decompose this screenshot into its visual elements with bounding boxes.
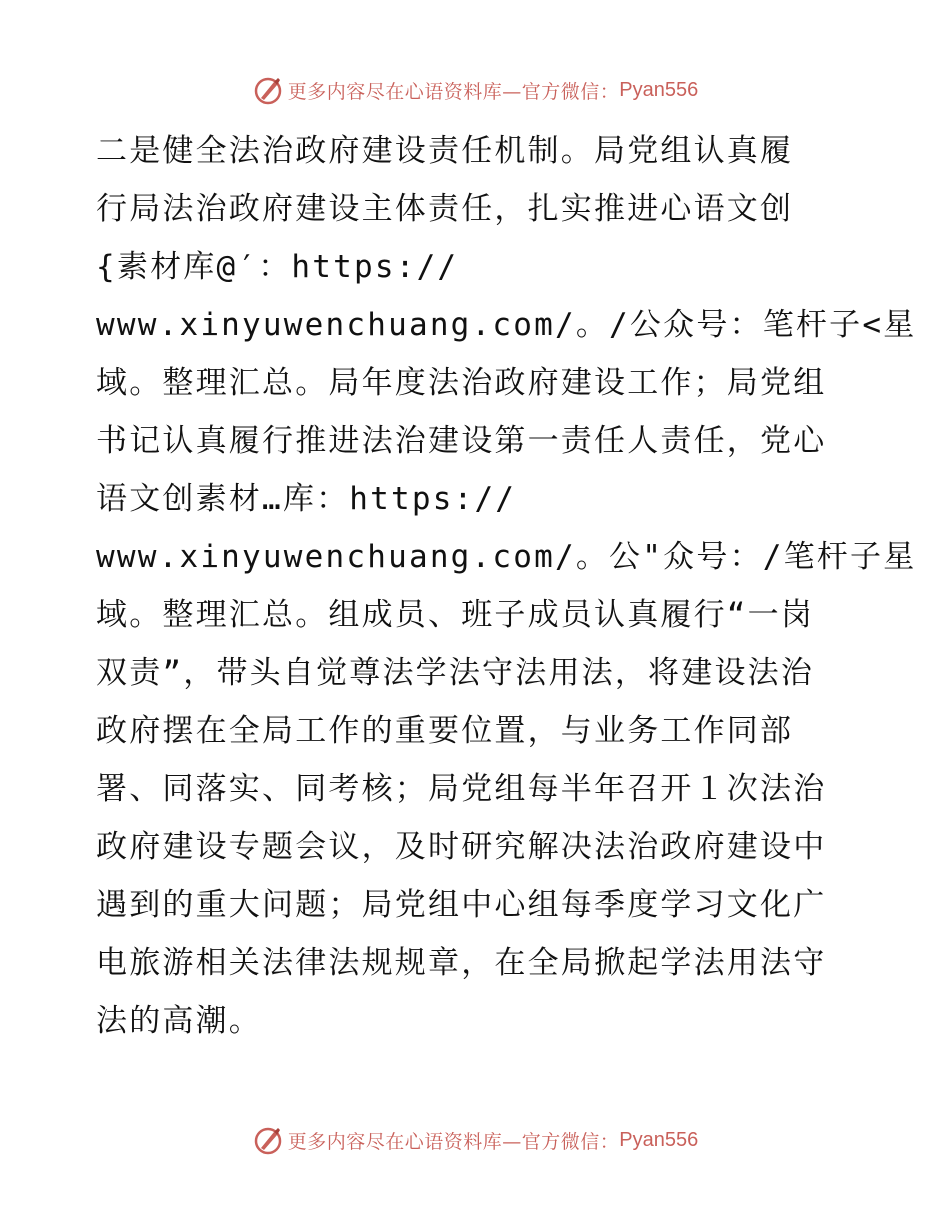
text-line: 署、同落实、同考核；局党组每半年召开１次法治 [96,771,827,807]
text-line: www.xinyuwenchuang.com/。/公众号：笔杆子<星 [96,307,917,343]
text-line: 行局法治政府建设主体责任，扎实推进心语文创 [96,191,794,227]
text-line: 遇到的重大问题；局党组中心组每季度学习文化广 [96,887,827,923]
text-line: 书记认真履行推进法治建设第一责任人责任，党心 [96,423,827,459]
header-wechat-id: Pyan556 [619,78,699,101]
text-line: 二是健全法治政府建设责任机制。局党组认真履 [96,133,794,169]
text-line: 政府建设专题会议，及时研究解决法治政府建设中 [96,829,827,865]
text-line: 域。整理汇总。局年度法治政府建设工作；局党组 [96,365,827,401]
text-line: {素材库@′：https:// [96,249,459,285]
text-line: 电旅游相关法律法规规章，在全局掀起学法用法守 [96,945,827,981]
text-line: 域。整理汇总。组成员、班子成员认真履行“一岗 [96,597,815,633]
footer-banner [0,1122,950,1158]
text-line: 政府摆在全局工作的重要位置，与业务工作同部 [96,713,794,749]
footer-wechat-id: Pyan556 [619,1128,699,1151]
text-line: 双责”，带头自觉尊法学法守法用法，将建设法治 [96,655,815,691]
text-line: www.xinyuwenchuang.com/。公"众号：/笔杆子星 [96,539,917,575]
header-banner-text: 更多内容尽在心语资料库—官方微信： [287,80,620,103]
document-body [96,122,917,1050]
pen-logo-icon [252,74,284,106]
header-banner [0,72,950,108]
footer-banner-text: 更多内容尽在心语资料库—官方微信： [287,1130,620,1153]
text-line: 语文创素材…库：https:// [96,481,517,517]
text-line: 法的高潮。 [96,1003,262,1039]
pen-logo-icon [252,1124,284,1156]
